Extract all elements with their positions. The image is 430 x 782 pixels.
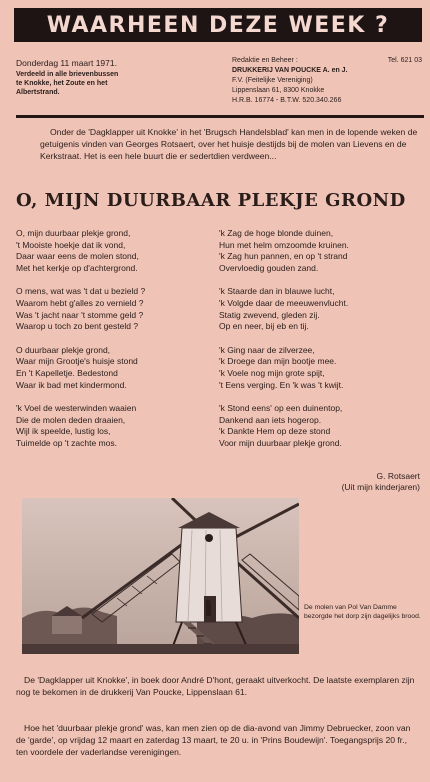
photo-caption: De molen van Pol Van Damme bezorgde het dorp zijn dagelijks brood. — [304, 604, 421, 620]
poem-column-left — [16, 228, 216, 462]
poem-stanza — [16, 286, 216, 332]
publisher-registration: H.R.B. 16774 - B.T.W. 520.340.266 — [232, 97, 342, 104]
publisher-address: Lippenslaan 61, 8300 Knokke — [232, 87, 325, 94]
poem-line: Die de molen deden draaien, — [16, 414, 126, 425]
publisher-legal-form: F.V. (Feitelijke Vereniging) — [232, 77, 313, 84]
poem-line: Overvloedig gouden zand. — [219, 262, 319, 273]
poem-stanza — [219, 228, 419, 274]
poem-line: Waarom hebt g'alles zo vernield ? — [16, 297, 144, 308]
poem-line: Daar waar eens de molen stond, — [16, 251, 139, 262]
poem-line: Hun met helm omzoomde kruinen. — [219, 239, 349, 250]
poem-line: Met het kerkje op d'achtergrond. — [16, 262, 138, 273]
poem-line: Dankend aan iets hogerop. — [219, 414, 322, 425]
redactie-label: Redaktie en Beheer : — [232, 57, 298, 64]
header-divider — [16, 115, 424, 118]
poem-author: G. Rotsaert — [376, 471, 420, 481]
poem-source: (Uit mijn kinderjaren) — [341, 482, 420, 492]
poem-line: O mens, wat was 't dat u bezield ? — [16, 286, 146, 297]
poem-line: Op en neer, bij eb en tij. — [219, 321, 309, 332]
publisher-name: DRUKKERIJ VAN POUCKE A. en J. — [232, 67, 348, 74]
distribution-line: Verdeeld in alle brievenbussen — [16, 70, 119, 78]
poem-line: 'k Ging naar de zilverzee, — [219, 344, 315, 355]
poem-line: 'k Droege dan mijn bootje mee. — [219, 356, 337, 367]
poem-line: Wijl ik speelde, lustig los, — [16, 426, 111, 437]
poem-line: 'k Zag de hoge blonde duinen, — [219, 228, 334, 238]
distribution-line: te Knokke, het Zoute en het — [16, 79, 108, 87]
distribution-line: Albertstrand. — [16, 88, 60, 96]
poem-line: O duurbaar plekje grond, — [16, 344, 111, 355]
poem-stanza — [219, 403, 419, 449]
poem-column-right — [219, 228, 419, 462]
poem-stanza — [16, 228, 216, 274]
poem-attribution — [300, 471, 420, 493]
poem-line: O, mijn duurbaar plekje grond, — [16, 228, 131, 238]
windmill-photo — [22, 498, 299, 654]
poem-line: Voor mijn duurbaar plekje grond. — [219, 437, 342, 448]
masthead-title: WAARHEEN DEZE WEEK ? — [14, 8, 422, 42]
poem-title: O, MIJN DUURBAAR PLEKJE GROND — [16, 190, 406, 211]
book-paragraph: De 'Dagklapper uit Knokke', in boek door André D'hont, geraakt uitverkocht. De laatste exemplaren zijn nog te bekomen in de drukkerij Van Poucke, Lippenslaan 61. — [16, 675, 415, 697]
windmill-photo-illustration — [22, 498, 299, 654]
distribution-note — [16, 70, 206, 97]
poem-line: 'k Voel de westerwinden waaien — [16, 403, 137, 414]
poem-line: 't Mooiste hoekje dat ik vond, — [16, 239, 126, 250]
intro-paragraph: Onder de 'Dagklapper uit Knokke' in het 'Brugsch Handelsblad' kan men in de lopende weken de getuigenis vinden van Georges Rotsaert, over het huisje destijds bij de molen van Lievens en de Kerkstraat. Het is een hele buurt die er sedertdien verdween... — [40, 127, 418, 161]
issue-info — [16, 58, 206, 97]
poem-line: En 't Kapelletje. Bedestond — [16, 367, 118, 378]
poem-line: Waar mijn Grootje's huisje stond — [16, 356, 138, 367]
poem-line: Was 't jacht naar 't stomme geld ? — [16, 309, 144, 320]
publisher-info — [232, 56, 422, 106]
poem-line: 't Eens verging. En 'k was 't kwijt. — [219, 379, 344, 390]
poem-line: 'k Volgde daar de meeuwenvlucht. — [219, 297, 349, 308]
poem-line: 'k Voele nog mijn grote spijt, — [219, 367, 325, 378]
poem-stanza — [16, 403, 216, 449]
poem-line: 'k Dankte Hem op deze stond — [219, 426, 331, 437]
event-paragraph: Hoe het 'duurbaar plekje grond' was, kan men zien op de dia-avond van Jimmy Debruecker, zoon van de 'garde', op vrijdag 12 maart en zaterdag 13 maart, te 20 u. in 'Prins Boudewijn'. Toegangsprijs 20 fr., ten voordele der vaderlandse verenigingen. — [16, 723, 411, 757]
poem-line: Waarop u toch zo bent gesteld ? — [16, 321, 139, 332]
phone-number: Tel. 621 03 — [387, 57, 422, 64]
poem-line: 'k Staarde dan in blauwe lucht, — [219, 286, 335, 297]
poem-line: Waar ik bad met kindermond. — [16, 379, 127, 390]
poem-line: Tuimelde op 't zachte mos. — [16, 437, 117, 448]
poem-line: Statig zwevend, gleden zij. — [219, 309, 320, 320]
issue-date: Donderdag 11 maart 1971. — [16, 58, 117, 68]
poem-stanza — [219, 286, 419, 332]
poem-line: 'k Stond eens' op een duinentop, — [219, 403, 343, 414]
poem-stanza — [16, 345, 216, 391]
poem-line: 'k Zag hun pannen, en op 't strand — [219, 251, 348, 262]
poem-stanza — [219, 345, 419, 391]
